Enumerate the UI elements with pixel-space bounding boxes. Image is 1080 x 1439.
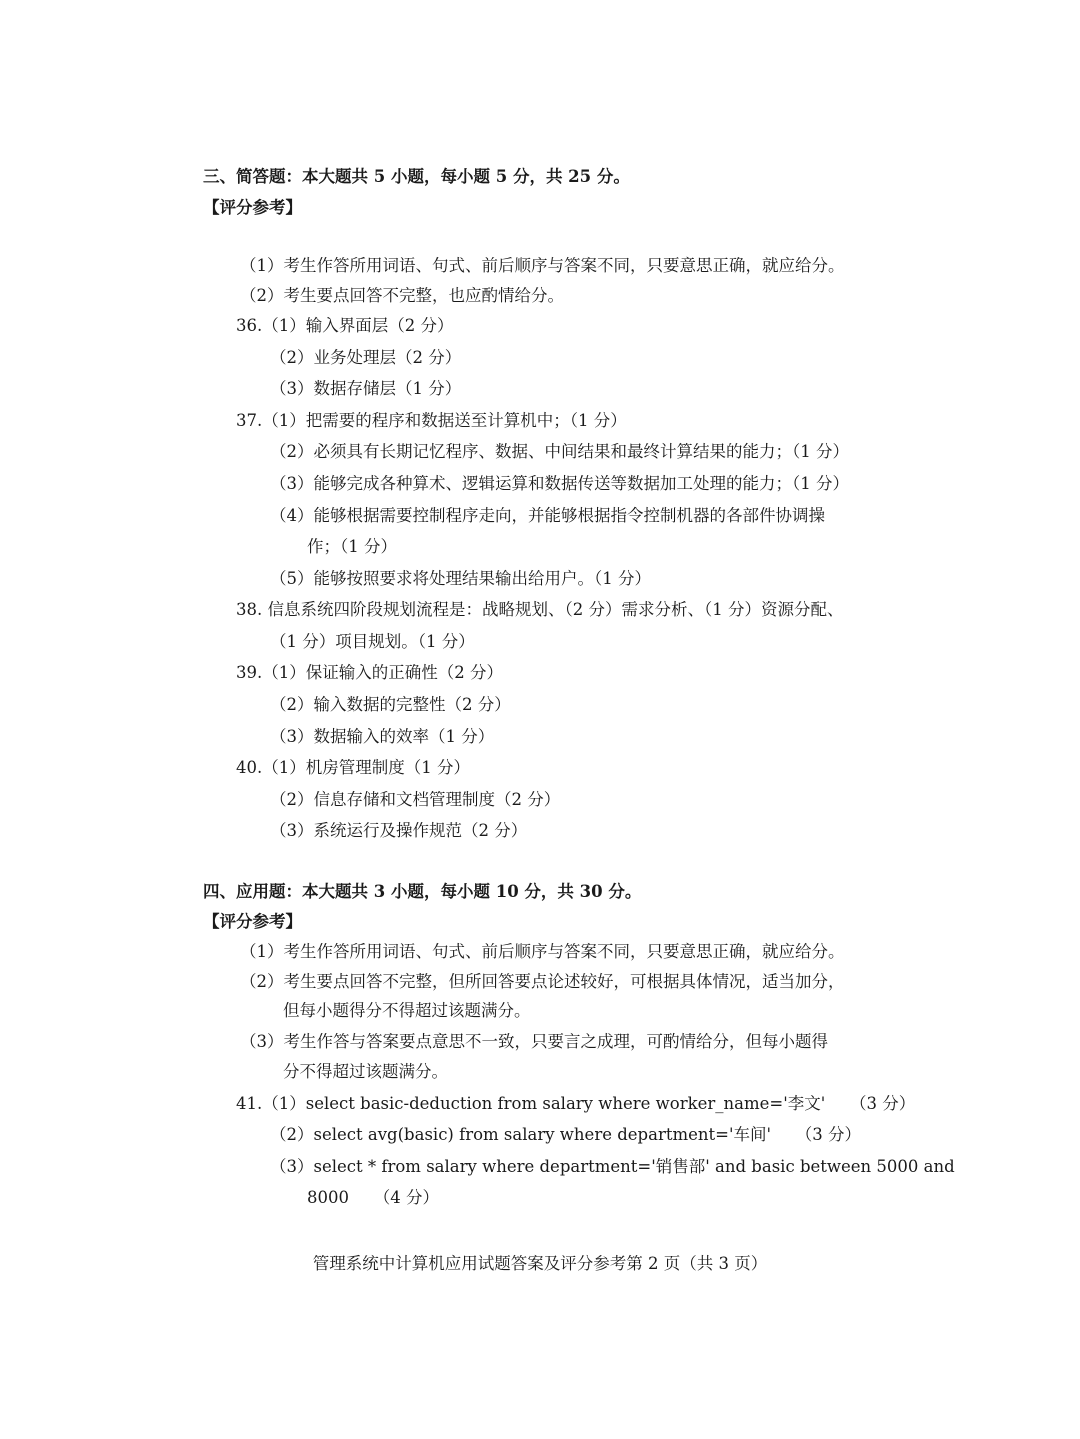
- q36-item-2: （2）业务处理层（2 分）: [270, 348, 462, 367]
- section3-heading: 三、简答题：本大题共 5 小题，每小题 5 分，共 25 分。: [203, 167, 630, 186]
- q36-item-3: （3）数据存储层（1 分）: [270, 379, 462, 398]
- q37-item-5: （5）能够按照要求将处理结果输出给用户。（1 分）: [270, 569, 651, 588]
- q38-line-1: 38. 信息系统四阶段规划流程是：战略规划、（2 分）需求分析、（1 分）资源分配、: [236, 600, 844, 619]
- q40-item-1: 40.（1）机房管理制度（1 分）: [236, 758, 470, 777]
- q40-item-2: （2）信息存储和文档管理制度（2 分）: [270, 790, 561, 809]
- q41-item-3: （3）select * from salary where department='销售部' and basic between 5000 and: [270, 1157, 955, 1176]
- section3-note-2: （2）考生要点回答不完整，也应酌情给分。: [240, 286, 564, 305]
- section4-note-3: （3）考生作答与答案要点意思不一致，只要言之成理，可酌情给分，但每小题得: [240, 1032, 828, 1051]
- q37-item-4: （4）能够根据需要控制程序走向，并能够根据指令控制机器的各部件协调操: [270, 506, 825, 525]
- q38-line-2: （1 分）项目规划。（1 分）: [270, 632, 475, 651]
- q36-item-1: 36.（1）输入界面层（2 分）: [236, 316, 454, 335]
- section4-heading: 四、应用题：本大题共 3 小题，每小题 10 分，共 30 分。: [203, 882, 642, 901]
- q39-item-2: （2）输入数据的完整性（2 分）: [270, 695, 511, 714]
- q39-item-3: （3）数据输入的效率（1 分）: [270, 727, 495, 746]
- section4-note-1: （1）考生作答所用词语、句式、前后顺序与答案不同，只要意思正确，就应给分。: [240, 942, 845, 961]
- q40-item-3: （3）系统运行及操作规范（2 分）: [270, 821, 528, 840]
- section4-ref-title: 【评分参考】: [203, 912, 302, 931]
- q39-item-1: 39.（1）保证输入的正确性（2 分）: [236, 663, 503, 682]
- section4-note-3-cont: 分不得超过该题满分。: [283, 1062, 448, 1081]
- q37-item-1: 37.（1）把需要的程序和数据送至计算机中；（1 分）: [236, 411, 627, 430]
- section4-note-2: （2）考生要点回答不完整，但所回答要点论述较好，可根据具体情况，适当加分，: [240, 972, 845, 991]
- q37-item-2: （2）必须具有长期记忆程序、数据、中间结果和最终计算结果的能力；（1 分）: [270, 442, 849, 461]
- section3-note-1: （1）考生作答所用词语、句式、前后顺序与答案不同，只要意思正确，就应给分。: [240, 256, 845, 275]
- page-footer: 管理系统中计算机应用试题答案及评分参考第 2 页（共 3 页）: [312, 1254, 768, 1273]
- q41-item-3-cont: 8000 （4 分）: [307, 1188, 439, 1207]
- section3-ref-title: 【评分参考】: [203, 198, 302, 217]
- q37-item-3: （3）能够完成各种算术、逻辑运算和数据传送等数据加工处理的能力；（1 分）: [270, 474, 849, 493]
- section4-note-2-cont: 但每小题得分不得超过该题满分。: [283, 1001, 531, 1020]
- q37-item-4-cont: 作；（1 分）: [307, 537, 397, 556]
- q41-item-2: （2）select avg(basic) from salary where department='车间' （3 分）: [270, 1125, 862, 1144]
- q41-item-1: 41.（1）select basic-deduction from salary where worker_name='李文' （3 分）: [236, 1094, 916, 1113]
